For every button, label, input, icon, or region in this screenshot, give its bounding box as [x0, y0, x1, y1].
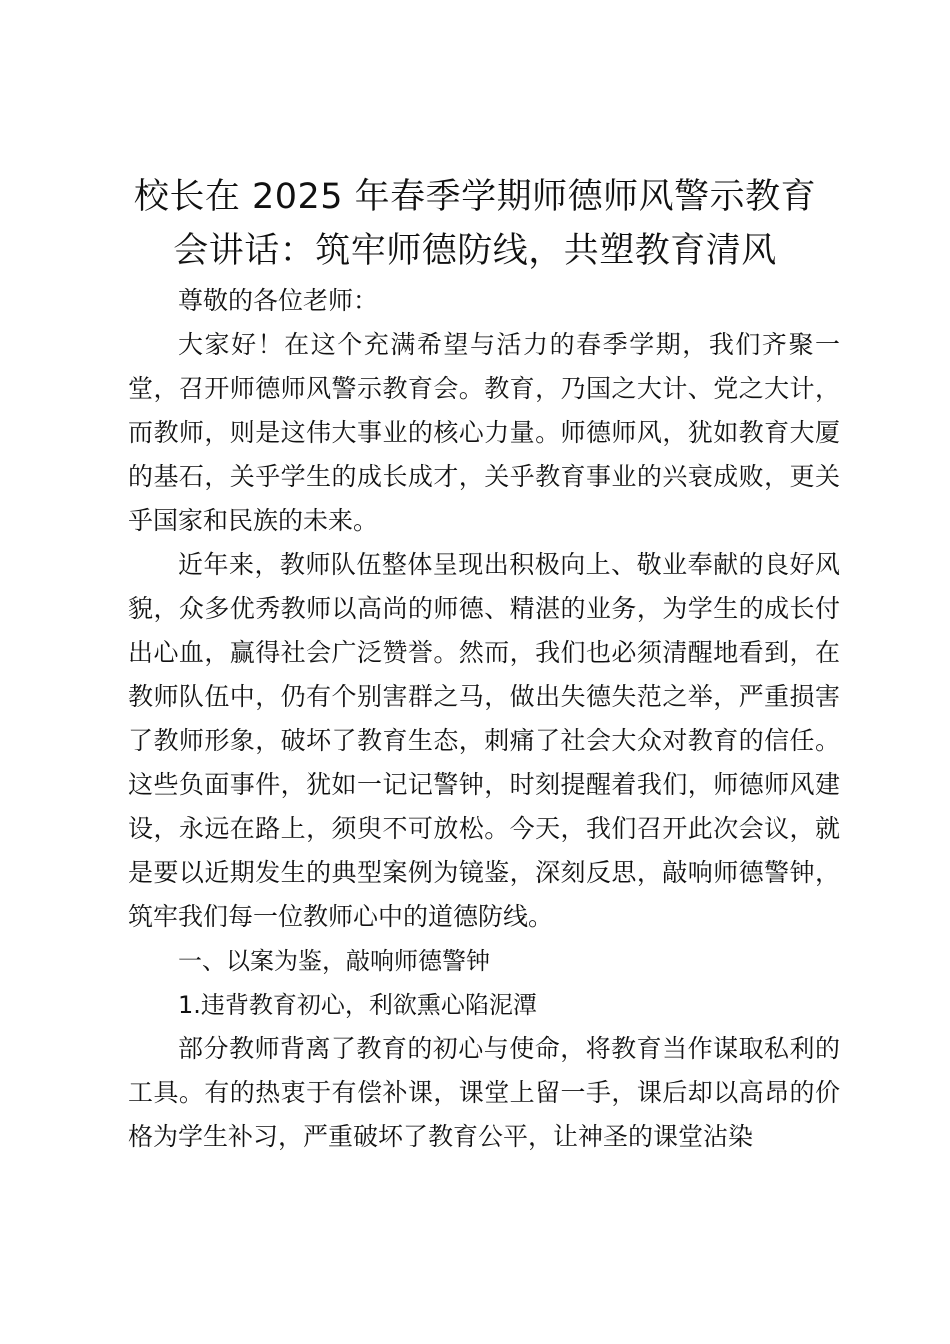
document-body	[128, 279, 840, 1159]
title-line-2: 会讲话：筑牢师德防线，共塑教育清风	[173, 231, 777, 271]
paragraph-2: 近年来，教师队伍整体呈现出积极向上、敬业奉献的良好风貌，众多优秀教师以高尚的师德、精湛的业务，为学生的成长付出心血，赢得社会广泛赞誉。然而，我们也必须清醒地看到，在教师队伍中，仍有个别害群之马，做出失德失范之举，严重损害了教师形象，破坏了教育生态，刺痛了社会大众对教育的信任。这些负面事件，犹如一记记警钟，时刻提醒着我们，师德师风建设，永远在路上，须臾不可放松。今天，我们召开此次会议，就是要以近期发生的典型案例为镜鉴，深刻反思，敲响师德警钟，筑牢我们每一位教师心中的道德防线。	[128, 550, 840, 931]
document-title	[100, 170, 850, 278]
subsection-heading-1: 1.违背教育初心，利欲熏心陷泥潭	[178, 991, 537, 1019]
salutation: 尊敬的各位老师：	[178, 286, 379, 315]
title-line-1: 校长在 2025 年春季学期师德师风警示教育	[133, 177, 817, 217]
section-heading-1: 一、以案为鉴，敲响师德警钟	[178, 947, 490, 975]
paragraph-1: 大家好！在这个充满希望与活力的春季学期，我们齐聚一堂，召开师德师风警示教育会。教育，乃国之大计、党之大计，而教师，则是这伟大事业的核心力量。师德师风，犹如教育大厦的基石，关乎学生的成长成才，关乎教育事业的兴衰成败，更关乎国家和民族的未来。	[128, 330, 840, 535]
paragraph-3: 部分教师背离了教育的初心与使命，将教育当作谋取私利的工具。有的热衷于有偿补课，课堂上留一手，课后却以高昂的价格为学生补习，严重破坏了教育公平，让神圣的课堂沾染	[128, 1034, 840, 1151]
